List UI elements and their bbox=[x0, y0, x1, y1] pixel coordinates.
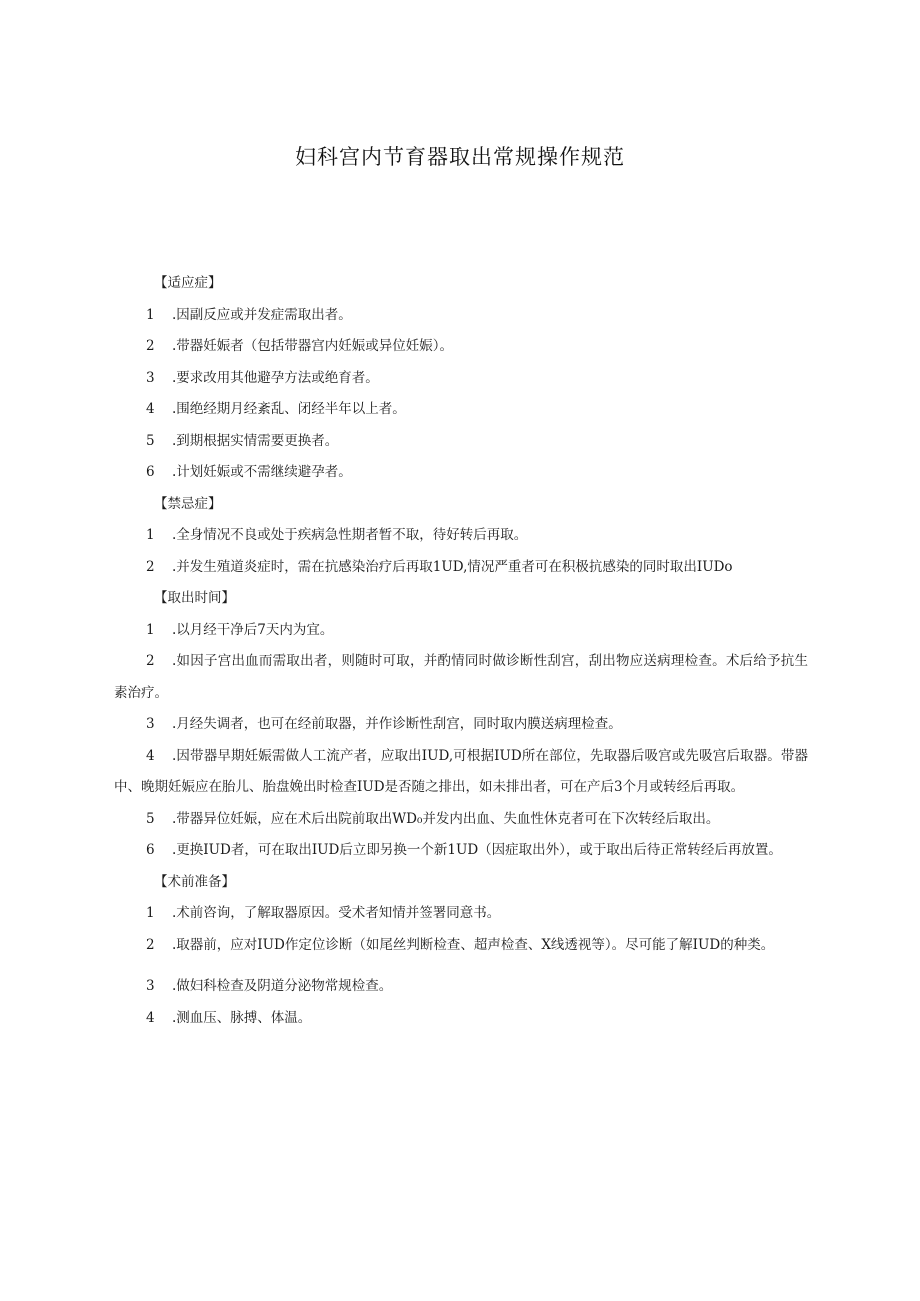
list-item bbox=[114, 363, 808, 395]
list-item bbox=[114, 898, 808, 930]
list-item bbox=[114, 741, 808, 804]
list-item bbox=[114, 615, 808, 647]
item-text: .以月经干净后7天内为宜。 bbox=[172, 621, 334, 638]
item-text: .取器前，应对IUD作定位诊断（如尾丝判断检查、超声检查、X线透视等）。尽可能了解IUD的种类。 bbox=[172, 936, 775, 953]
list-item bbox=[114, 520, 808, 552]
section-heading-preoperative-preparation: 【术前准备】 bbox=[154, 873, 235, 890]
page-title: 妇科宫内节育器取出常规操作规范 bbox=[295, 145, 625, 169]
item-text: .全身情况不良或处于疾病急性期者暂不取，待好转后再取。 bbox=[172, 527, 528, 543]
item-text: .带器妊娠者（包括带器宫内妊娠或异位妊娠）。 bbox=[172, 338, 454, 354]
item-text: .到期根据实情需要更换者。 bbox=[172, 432, 339, 449]
list-item bbox=[114, 457, 808, 489]
list-item bbox=[114, 835, 808, 867]
item-number: 3 bbox=[146, 369, 155, 386]
item-number: 1 bbox=[146, 905, 155, 921]
item-text: .测血压、脉搏、体温。 bbox=[172, 1009, 312, 1026]
list-item bbox=[114, 709, 808, 741]
item-text: .因副反应或并发症需取出者。 bbox=[172, 306, 352, 323]
section-heading-indications: 【适应症】 bbox=[154, 275, 222, 291]
item-number: 4 bbox=[146, 401, 155, 417]
list-item bbox=[114, 426, 808, 458]
section-heading-removal-timing: 【取出时间】 bbox=[154, 590, 235, 606]
item-text: .围绝经期月经紊乱、闭经半年以上者。 bbox=[172, 401, 406, 417]
item-text: .如因子宫出血而需取出者，则随时可取，并酌情同时做诊断性刮宫，刮出物应送病理检查。术后给予抗生素治疗。 bbox=[114, 653, 808, 701]
list-item bbox=[114, 331, 808, 363]
list-item bbox=[114, 394, 808, 426]
list-item bbox=[114, 646, 808, 709]
item-text: .带器异位妊娠，应在术后出院前取出WD₀并发内出血、失血性休克者可在下次转经后取出。 bbox=[172, 810, 720, 827]
item-text: .因带器早期妊娠需做人工流产者，应取出IUD,可根据IUD所在部位，先取器后吸宫或先吸宫后取器。带器中、晚期妊娠应在胎儿、胎盘娩出时检查IUD是否随之排出，如未排出者，可在产后3个月或转经后再取。 bbox=[114, 747, 808, 795]
item-text: .更换IUD者，可在取出IUD后立即另换一个新1UD（因症取出外），或于取出后待正常转经后再放置。 bbox=[172, 842, 782, 858]
item-text: .并发生殖道炎症时，需在抗感染治疗后再取1UD,情况严重者可在积极抗感染的同时取出IUDo bbox=[172, 558, 733, 575]
item-number: 5 bbox=[146, 810, 155, 827]
list-item bbox=[114, 552, 808, 584]
item-number: 4 bbox=[146, 747, 155, 764]
item-number: 4 bbox=[146, 1009, 155, 1026]
item-number: 1 bbox=[146, 527, 155, 543]
item-number: 1 bbox=[146, 306, 155, 323]
item-number: 2 bbox=[146, 558, 155, 575]
list-item bbox=[114, 804, 808, 836]
item-number: 2 bbox=[146, 653, 155, 669]
list-item bbox=[114, 971, 808, 1003]
document-body bbox=[114, 268, 808, 1034]
section-heading-contraindications: 【禁忌症】 bbox=[154, 495, 222, 512]
item-text: .要求改用其他避孕方法或绝育者。 bbox=[172, 369, 379, 386]
item-number: 2 bbox=[146, 936, 155, 953]
item-number: 6 bbox=[146, 842, 155, 858]
item-number: 6 bbox=[146, 464, 155, 480]
item-number: 5 bbox=[146, 432, 155, 449]
item-number: 2 bbox=[146, 338, 155, 354]
item-text: .术前咨询，了解取器原因。受术者知情并签署同意书。 bbox=[172, 905, 501, 921]
item-text: .计划妊娠或不需继续避孕者。 bbox=[172, 464, 352, 480]
item-number: 1 bbox=[146, 621, 155, 638]
list-item bbox=[114, 300, 808, 332]
list-item bbox=[114, 1003, 808, 1035]
item-number: 3 bbox=[146, 978, 155, 994]
item-text: .做妇科检查及阴道分泌物常规检查。 bbox=[172, 978, 393, 994]
item-number: 3 bbox=[146, 716, 155, 732]
list-item bbox=[114, 930, 808, 962]
item-text: .月经失调者，也可在经前取器，并作诊断性刮宫，同时取内膜送病理检查。 bbox=[172, 716, 622, 732]
